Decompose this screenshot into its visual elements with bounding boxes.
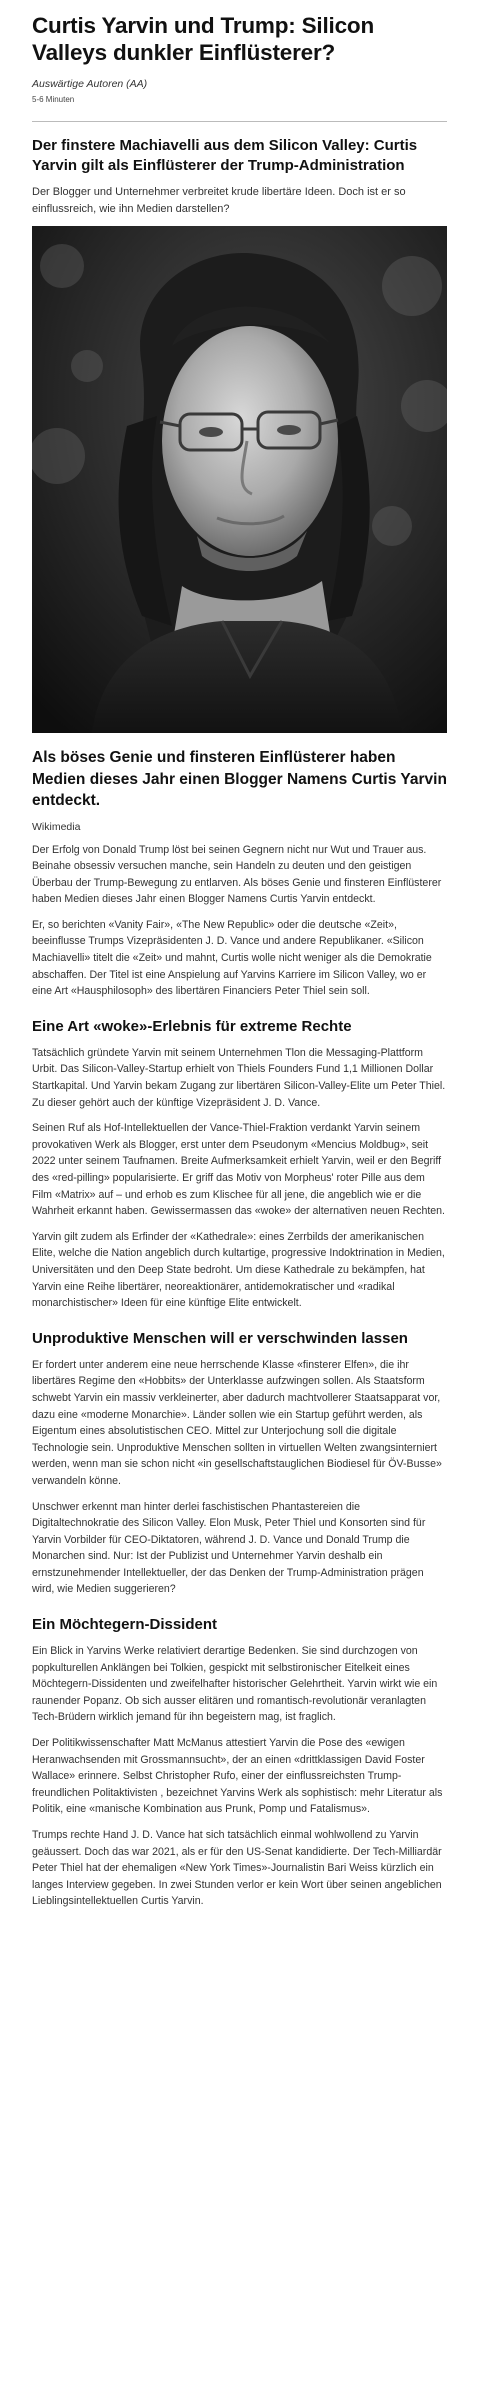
read-time: 5-6 Minuten [32,95,75,104]
paragraph: Tatsächlich gründete Yarvin mit seinem Unternehmen Tlon die Messaging-Plattform Urbit. Das Silicon-Valley-Startup erhielt von Thiels Founders Fund 1,1 Millionen Dollar Startkapital. Und Yarvin bekam Zugang zur libertären Silicon-Valley-Elite um Peter Thiel. Zu dieser gehört auch der künftige Vizepräsident J. D. Vance. [32,1046,446,1109]
paragraph: Der Politikwissenschafter Matt McManus attestiert Yarvin die Pose des «ewigen Heranwachsenden mit Grossmannsucht», der an einen «drittklassigen David Foster Wallace» erinnere. Selbst Christopher Rufo, einer der einflussreichsten Trump-freundlichen Politaktivisten , bezeichnet Yarvins Werk als sophistisch: mehr Literatur als Politik, eine «manische Kombination aus Prunk, Pomp und Fatalismus». [32,1737,443,1816]
paragraph: Er, so berichten «Vanity Fair», «The New Republic» oder die deutsche «Zeit», beeinflusse Trumps Vizepräsidenten J. D. Vance und andere Republikaner. «Silicon Machiavelli» titelt die «Zeit» und mahnt, Curtis wolle nicht weniger als die Demokratie abschaffen. Der Titel ist eine Anspielung auf Yarvins Karriere im Silicon Valley, wo er eine Art «Hausphilosoph» des libertären Financiers Peter Thiel sein soll. [32,918,432,998]
portrait-photo [32,226,447,733]
section-heading: Eine Art «woke»-Erlebnis für extreme Rechte [32,1017,352,1035]
section-heading: Unproduktive Menschen will er verschwinden lassen [32,1329,408,1347]
paragraph: Seinen Ruf als Hof-Intellektuellen der Vance-Thiel-Fraktion verdankt Yarvin seinem provokativen Werk als Blogger, erst unter dem Pseudonym «Mencius Moldbug», seit 2022 unter seinem Taufnamen. Breite Aufmerksamkeit erhielt Yarvin, weil er den Begriff des «red-pilling» popularisierte. Er griff das Motiv von Morpheus' roter Pille aus dem Film «Matrix» auf – und erhob es zum Klischee für all jene, die angeblich wie er die Wahrheit erkannt haben. Gewissermassen das «woke» der alternativen neuen Rechten. [32,1122,446,1218]
header-divider [32,121,447,122]
lead-heading: Der finstere Machiavelli aus dem Silicon Valley: Curtis Yarvin gilt als Einflüsterer der Trump-Administration [32,137,418,174]
paragraph: Yarvin gilt zudem als Erfinder der «Kathedrale»: eines Zerrbilds der amerikanischen Elite, welche die Nation angeblich durch kultartige, progressive Indoktrination in Medien, Universitäten und den Deep State bedroht. Um diese Kathedrale zu bekämpfen, hat Yarvin eine Reihe libertärer, neoreaktionärer, antidemokratischer und «radikal monarchistischer» Ideen für eine künftige Elite entwickelt. [32,1230,445,1310]
paragraph: Ein Blick in Yarvins Werke relativiert derartige Bedenken. Sie sind durchzogen von popkulturellen Anklängen bei Tolkien, gespickt mit selbstironischer Eitelkeit eines Möchtegern-Dissidenten und zweifelhafter historischer Gelehrtheit. Yarvin wirkt wie ein raunender Popanz. Ob sich ausser elitären und romantisch-revolutionär veranlagten Tech-Brüdern wirklich jemand für ihn begeistern mag, ist fraglich. [32,1645,438,1724]
paragraph: Trumps rechte Hand J. D. Vance hat sich tatsächlich einmal wohlwollend zu Yarvin geäussert. Doch das war 2021, als er für den US-Senat kandidierte. Der Tech-Milliardär Peter Thiel hat der ehemaligen «New York Times»-Journalistin Bari Weiss kürzlich ein langes Interview gegeben. In zwei Stunden verlor er kein Wort über seinen angeblichen Lieblingsintellektuellen Curtis Yarvin. [32,1829,442,1908]
image-credit: Wikimedia [32,820,81,833]
caption-heading: Als böses Genie und finsteren Einflüsterer haben Medien dieses Jahr einen Blogger Namens Curtis Yarvin entdeckt. [32,749,447,809]
article-author[interactable]: Auswärtige Autoren (AA) [32,78,148,90]
paragraph: Unschwer erkennt man hinter derlei faschistischen Phantastereien die Digitaltechnokratie des Silicon Valley. Elon Musk, Peter Thiel und Konsorten sind für Yarvin Vorbilder für CEO-Diktatoren, während J. D. Vance und Donald Trump die Monarchen sind. Nur: Ist der Publizist und Unternehmer Yarvin deshalb ein ernstzunehmender Intellektueller, der das Denken der Trump-Administration prägen wird, wie Medien suggerieren? [32,1500,426,1596]
paragraph: Er fordert unter anderem eine neue herrschende Klasse «finsterer Elfen», die ihr libertäres Regime den «Hobbits» der Unterklasse aufzwingen sollen. Als Staatsform schwebt Yarvin ein massiv verkleinerter, aber dadurch machtvollerer Staatsapparat vor, dazu eine «moderne Monarchie». Länder sollen wie ein Startup geführt werden, als Eigentum eines absolutistischen CEO. Mittel zur Unterjochung soll die digitale Technologie sein. Unproduktive Menschen sollten in virtuellen Welten zwangsinterniert werden, wenn man sie schon nicht «in gesellschaftstauglichen Biodiesel für ÖV-Busse» verwandeln könne. [32,1358,442,1487]
article-title: Curtis Yarvin und Trump: Silicon Valleys dunkler Einflüsterer? [32,13,374,65]
section-heading: Ein Möchtegern-Dissident [32,1616,218,1634]
lead-text: Der Blogger und Unternehmer verbreitet krude libertäre Ideen. Doch ist er so einflussreich, wie ihn Medien darstellen? [32,186,406,215]
paragraph: Der Erfolg von Donald Trump löst bei seinen Gegnern nicht nur Wut und Trauer aus. Beinahe obsessiv versuchen manche, sein Handeln zu deuten und den geistigen Überbau der Trump-Bewegung zu entlarven. Als böses Genie und finsteren Einflüsterer haben Medien dieses Jahr einen Blogger Namens Curtis Yarvin entdeckt. [32,843,442,906]
